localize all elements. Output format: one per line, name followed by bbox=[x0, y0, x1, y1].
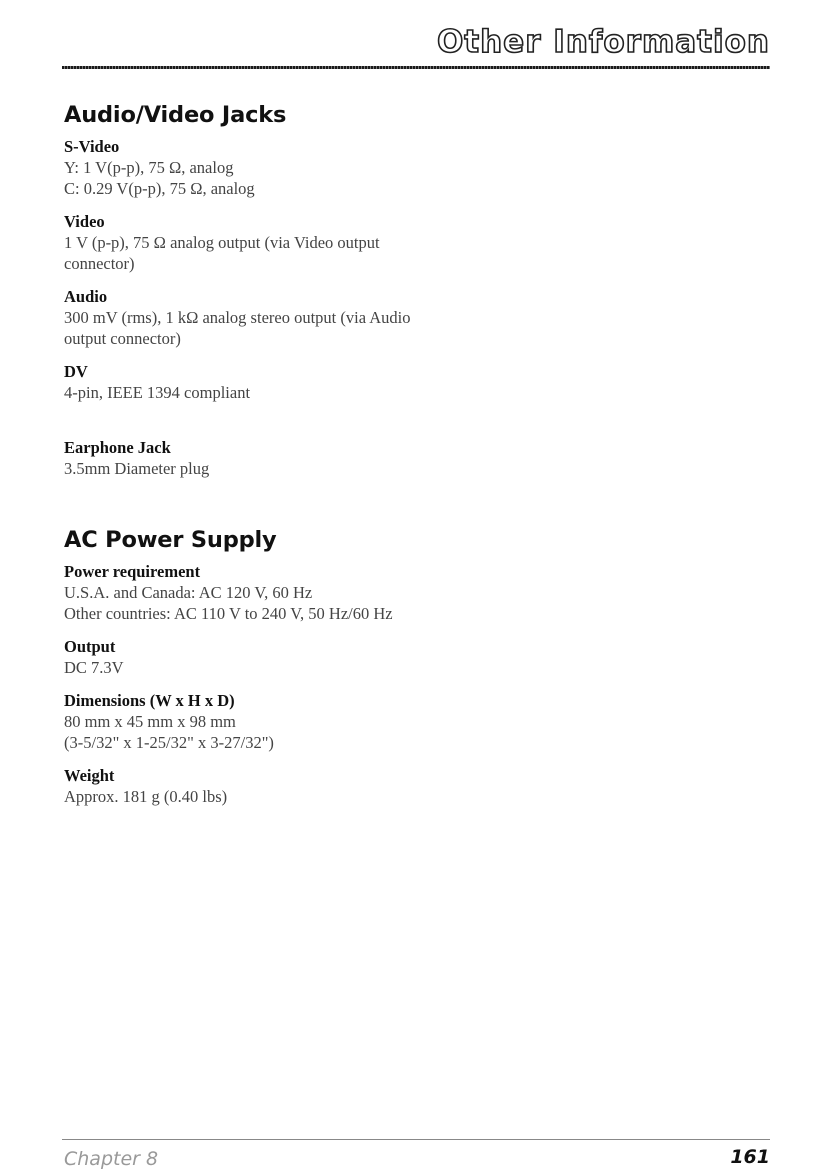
spec-line: (3-5/32" x 1-25/32" x 3-27/32") bbox=[64, 733, 274, 752]
spec-line: output connector) bbox=[64, 329, 181, 348]
spec-label-weight: Weight bbox=[64, 766, 115, 785]
spec-line: C: 0.29 V(p-p), 75 Ω, analog bbox=[64, 179, 255, 198]
spec-label-audio: Audio bbox=[64, 287, 108, 306]
spec-label-earphone: Earphone Jack bbox=[64, 438, 171, 457]
spec-output bbox=[64, 636, 764, 678]
spec-dimensions bbox=[64, 690, 764, 753]
page-content bbox=[64, 90, 764, 819]
spec-label-dimensions: Dimensions (W x H x D) bbox=[64, 691, 235, 710]
spec-label-video: Video bbox=[64, 212, 105, 231]
spec-line: U.S.A. and Canada: AC 120 V, 60 Hz bbox=[64, 583, 313, 602]
spec-label-svideo: S-Video bbox=[64, 137, 120, 156]
footer-rule bbox=[62, 1139, 770, 1140]
spec-line: 1 V (p-p), 75 Ω analog output (via Video output bbox=[64, 233, 380, 252]
spec-audio bbox=[64, 286, 764, 349]
footer-chapter-label: Chapter 8 bbox=[64, 1148, 159, 1170]
spec-line: Approx. 181 g (0.40 lbs) bbox=[64, 787, 228, 806]
spec-earphone-jack bbox=[64, 437, 764, 479]
spec-line: Other countries: AC 110 V to 240 V, 50 Hz/60 Hz bbox=[64, 604, 393, 623]
spec-svideo bbox=[64, 136, 764, 199]
page-header-title: Other Information bbox=[436, 24, 770, 60]
spec-line: 300 mV (rms), 1 kΩ analog stereo output (via Audio bbox=[64, 308, 411, 327]
section-heading-av-jacks: Audio/Video Jacks bbox=[64, 102, 287, 128]
spec-video bbox=[64, 211, 764, 274]
spec-label-dv: DV bbox=[64, 362, 88, 381]
spec-line: connector) bbox=[64, 254, 135, 273]
spec-line: Y: 1 V(p-p), 75 Ω, analog bbox=[64, 158, 234, 177]
header-rule bbox=[62, 66, 770, 69]
spec-dv bbox=[64, 361, 764, 403]
footer-page-number: 161 bbox=[730, 1146, 770, 1168]
spec-line: DC 7.3V bbox=[64, 658, 124, 677]
spec-line: 80 mm x 45 mm x 98 mm bbox=[64, 712, 236, 731]
spec-label-output: Output bbox=[64, 637, 116, 656]
spec-power-requirement bbox=[64, 561, 764, 624]
spec-line: 4-pin, IEEE 1394 compliant bbox=[64, 383, 251, 402]
spec-line: 3.5mm Diameter plug bbox=[64, 459, 210, 478]
spec-label-power: Power requirement bbox=[64, 562, 201, 581]
section-heading-ac-power: AC Power Supply bbox=[64, 527, 277, 553]
spec-weight bbox=[64, 765, 764, 807]
